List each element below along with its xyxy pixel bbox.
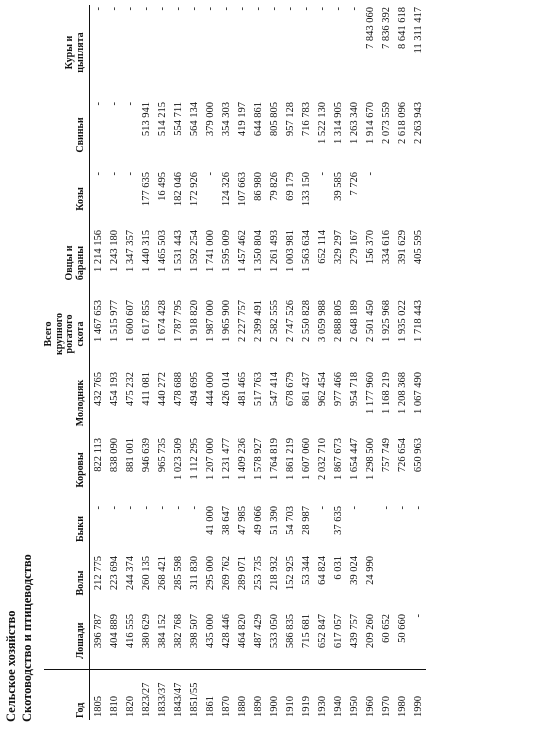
- table-row: [378, 5, 394, 720]
- value-cell: -: [172, 7, 184, 11]
- value-cell: 1 867 673: [332, 438, 344, 480]
- value-cell: 285 598: [172, 556, 184, 591]
- value-cell: -: [220, 7, 232, 11]
- value-cell: 289 071: [236, 556, 248, 591]
- value-cell: 6 031: [332, 556, 344, 580]
- value-cell: 1 987 000: [204, 300, 216, 342]
- value-cell: 51 390: [268, 506, 280, 535]
- year-cell: 1930: [314, 670, 330, 720]
- year-cell: 1960: [362, 670, 378, 720]
- value-cell: 838 090: [108, 438, 120, 473]
- table-row: [330, 5, 346, 720]
- column-header-line: Волы: [74, 570, 86, 596]
- value-cell: 64 824: [316, 556, 328, 585]
- column-header: [44, 170, 90, 228]
- value-cell: 41 000: [204, 506, 216, 535]
- value-cell: 954 718: [348, 372, 360, 407]
- value-cell: 382 768: [172, 614, 184, 649]
- value-cell: 644 861: [252, 102, 264, 137]
- table-row: [218, 5, 234, 720]
- table-row: [106, 5, 122, 720]
- table-body: [90, 5, 427, 720]
- value-cell: -: [172, 506, 184, 510]
- value-cell: 244 374: [124, 556, 136, 591]
- year-cell: 1805: [90, 670, 107, 720]
- value-cell: 513 941: [140, 102, 152, 137]
- column-header-line: Овцы и: [64, 245, 75, 281]
- column-header-line: Молодняк: [74, 379, 86, 427]
- value-cell: 1 298 500: [364, 438, 376, 480]
- value-cell: 152 925: [284, 556, 296, 591]
- column-header: [44, 370, 90, 436]
- value-cell: 1 440 315: [140, 230, 152, 272]
- value-cell: 1 515 977: [108, 300, 120, 342]
- value-cell: -: [124, 102, 136, 106]
- value-cell: -: [92, 7, 104, 11]
- year-cell: 1890: [250, 670, 266, 720]
- value-cell: 652 847: [316, 614, 328, 649]
- livestock-table: [44, 5, 426, 720]
- value-cell: 69 179: [284, 172, 296, 201]
- value-cell: 1 208 368: [396, 372, 408, 414]
- value-cell: 1 214 156: [92, 230, 104, 272]
- value-cell: 260 135: [140, 556, 152, 591]
- value-cell: 268 421: [156, 556, 168, 591]
- value-cell: 2 550 828: [300, 300, 312, 342]
- value-cell: 554 711: [172, 102, 184, 136]
- value-cell: [394, 554, 410, 612]
- value-cell: 946 639: [140, 438, 152, 473]
- value-cell: 514 215: [156, 102, 168, 137]
- value-cell: 7 836 392: [380, 7, 392, 49]
- value-cell: 212 775: [92, 556, 104, 591]
- value-cell: 2 399 491: [252, 300, 264, 342]
- value-cell: 1 600 607: [124, 300, 136, 342]
- value-cell: 107 663: [236, 172, 248, 207]
- value-cell: 405 595: [412, 230, 424, 265]
- value-cell: 311 830: [188, 556, 200, 590]
- table-row: [362, 5, 378, 720]
- value-cell: 547 414: [268, 372, 280, 407]
- column-header-line: Козы: [74, 187, 86, 211]
- column-header: [44, 228, 90, 298]
- table-row: [298, 5, 314, 720]
- value-cell: -: [204, 172, 216, 176]
- column-header: [44, 436, 90, 504]
- value-cell: 716 783: [300, 102, 312, 137]
- value-cell: 426 014: [220, 372, 232, 407]
- value-cell: 391 629: [396, 230, 408, 265]
- value-cell: 39 585: [332, 172, 344, 201]
- section-subtitle: Скотоводство и птицеводство: [20, 554, 34, 722]
- column-header-line: цыплята: [74, 32, 86, 73]
- column-header: [44, 504, 90, 554]
- value-cell: -: [316, 172, 328, 176]
- value-cell: 440 272: [156, 372, 168, 407]
- value-cell: [378, 170, 394, 228]
- value-cell: 2 263 943: [412, 102, 424, 144]
- value-cell: 156 370: [364, 230, 376, 265]
- value-cell: 37 635: [332, 506, 344, 535]
- value-cell: -: [188, 506, 200, 510]
- value-cell: 47 985: [236, 506, 248, 535]
- value-cell: 279 167: [348, 230, 360, 265]
- value-cell: 1 741 000: [204, 230, 216, 272]
- table-row: [410, 5, 426, 720]
- column-header-line: Год: [74, 702, 86, 718]
- value-cell: 435 000: [204, 614, 216, 649]
- section-title: Сельское хозяйство: [4, 610, 18, 722]
- value-cell: -: [108, 7, 120, 11]
- value-cell: 253 735: [252, 556, 264, 591]
- value-cell: -: [236, 7, 248, 11]
- value-cell: 218 932: [268, 556, 280, 591]
- value-cell: 1 023 509: [172, 438, 184, 480]
- value-cell: 494 695: [188, 372, 200, 407]
- value-cell: 475 232: [124, 372, 136, 407]
- value-cell: -: [92, 172, 104, 176]
- value-cell: -: [316, 506, 328, 510]
- value-cell: 1 261 493: [268, 230, 280, 272]
- value-cell: -: [140, 7, 152, 11]
- value-cell: 1 592 254: [188, 230, 200, 272]
- year-cell: 1950: [346, 670, 362, 720]
- year-cell: 1861: [202, 670, 218, 720]
- value-cell: 454 193: [108, 372, 120, 407]
- value-cell: 1 617 855: [140, 300, 152, 342]
- value-cell: 1 465 503: [156, 230, 168, 272]
- column-header-line: Лошади: [74, 622, 86, 659]
- value-cell: 1 914 670: [364, 102, 376, 144]
- value-cell: 2 888 805: [332, 300, 344, 342]
- value-cell: 1 314 905: [332, 102, 344, 144]
- value-cell: 354 303: [220, 102, 232, 137]
- value-cell: 861 437: [300, 372, 312, 407]
- value-cell: 478 688: [172, 372, 184, 407]
- table-row: [282, 5, 298, 720]
- value-cell: 7 843 060: [364, 7, 376, 49]
- value-cell: 1 861 219: [284, 438, 296, 480]
- value-cell: -: [156, 7, 168, 11]
- value-cell: 2 747 526: [284, 300, 296, 342]
- column-header: [44, 5, 90, 100]
- table-row: [170, 5, 186, 720]
- value-cell: 124 326: [220, 172, 232, 207]
- value-cell: 28 987: [300, 506, 312, 535]
- value-cell: 1 654 447: [348, 438, 360, 480]
- value-cell: 726 654: [396, 438, 408, 473]
- value-cell: 1 112 295: [188, 438, 200, 480]
- value-cell: 182 046: [172, 172, 184, 207]
- value-cell: 2 501 450: [364, 300, 376, 342]
- column-header-line: Куры и: [64, 35, 75, 70]
- value-cell: -: [124, 7, 136, 11]
- table-row: [234, 5, 250, 720]
- value-cell: 1 243 180: [108, 230, 120, 272]
- year-cell: 1990: [410, 670, 426, 720]
- value-cell: 38 647: [220, 506, 232, 535]
- value-cell: 564 134: [188, 102, 200, 137]
- value-cell: [378, 554, 394, 612]
- value-cell: 53 344: [300, 556, 312, 585]
- table-row: [90, 5, 107, 720]
- value-cell: 269 762: [220, 556, 232, 591]
- value-cell: 2 618 096: [396, 102, 408, 144]
- value-cell: 650 963: [412, 438, 424, 473]
- value-cell: -: [188, 7, 200, 11]
- value-cell: 962 454: [316, 372, 328, 407]
- value-cell: 334 616: [380, 230, 392, 265]
- value-cell: 1 718 443: [412, 300, 424, 342]
- value-cell: 2 648 189: [348, 300, 360, 342]
- value-cell: -: [332, 7, 344, 11]
- table-row: [266, 5, 282, 720]
- value-cell: 1 925 968: [380, 300, 392, 342]
- value-cell: 329 297: [332, 230, 344, 265]
- table-row: [186, 5, 202, 720]
- value-cell: 481 465: [236, 372, 248, 407]
- year-cell: 1833/37: [154, 670, 170, 720]
- year-cell: 1820: [122, 670, 138, 720]
- value-cell: 1 935 022: [396, 300, 408, 342]
- value-cell: -: [396, 506, 408, 510]
- year-cell: 1880: [234, 670, 250, 720]
- value-cell: 715 681: [300, 614, 312, 649]
- column-header: [44, 298, 90, 370]
- year-cell: 1870: [218, 670, 234, 720]
- value-cell: 1 347 357: [124, 230, 136, 272]
- value-cell: 384 152: [156, 614, 168, 649]
- column-header: [44, 612, 90, 670]
- value-cell: -: [92, 102, 104, 106]
- value-cell: 1 263 340: [348, 102, 360, 144]
- value-cell: 54 703: [284, 506, 296, 535]
- value-cell: 487 429: [252, 614, 264, 649]
- value-cell: 822 113: [92, 438, 104, 472]
- value-cell: 295 000: [204, 556, 216, 591]
- value-cell: 1 531 443: [172, 230, 184, 272]
- value-cell: 2 582 555: [268, 300, 280, 342]
- value-cell: 8 641 618: [396, 7, 408, 49]
- value-cell: [394, 170, 410, 228]
- value-cell: -: [108, 172, 120, 176]
- value-cell: -: [108, 506, 120, 510]
- table-header-row: [44, 5, 90, 720]
- value-cell: 416 555: [124, 614, 136, 649]
- year-cell: 1940: [330, 670, 346, 720]
- value-cell: 133 150: [300, 172, 312, 207]
- value-cell: 2 073 559: [380, 102, 392, 144]
- table-row: [138, 5, 154, 720]
- value-cell: 464 820: [236, 614, 248, 649]
- value-cell: 1 457 462: [236, 230, 248, 272]
- value-cell: 404 889: [108, 614, 120, 649]
- value-cell: 1 177 960: [364, 372, 376, 414]
- value-cell: 86 980: [252, 172, 264, 201]
- value-cell: 1 003 981: [284, 230, 296, 272]
- column-header: [44, 670, 90, 720]
- year-cell: 1910: [282, 670, 298, 720]
- value-cell: 678 679: [284, 372, 296, 407]
- value-cell: 379 000: [204, 102, 216, 137]
- value-cell: 1 067 490: [412, 372, 424, 414]
- value-cell: 3 059 988: [316, 300, 328, 342]
- year-cell: 1970: [378, 670, 394, 720]
- value-cell: 444 000: [204, 372, 216, 407]
- value-cell: 419 197: [236, 102, 248, 137]
- value-cell: -: [300, 7, 312, 11]
- value-cell: 60 652: [380, 614, 392, 643]
- table-row: [202, 5, 218, 720]
- value-cell: 209 260: [364, 614, 376, 649]
- value-cell: 380 629: [140, 614, 152, 649]
- table-row: [346, 5, 362, 720]
- value-cell: 79 826: [268, 172, 280, 201]
- value-cell: 1 965 900: [220, 300, 232, 342]
- value-cell: -: [284, 7, 296, 11]
- value-cell: -: [316, 7, 328, 11]
- column-header-line: бараны: [74, 245, 86, 281]
- value-cell: [410, 554, 426, 612]
- value-cell: 49 066: [252, 506, 264, 535]
- table-row: [122, 5, 138, 720]
- value-cell: -: [124, 172, 136, 176]
- value-cell: 1 764 819: [268, 438, 280, 480]
- value-cell: -: [156, 506, 168, 510]
- column-header-line: Быки: [74, 516, 86, 542]
- value-cell: 1 350 804: [252, 230, 264, 272]
- value-cell: 965 735: [156, 438, 168, 473]
- value-cell: 2 032 710: [316, 438, 328, 480]
- value-cell: 2 227 757: [236, 300, 248, 342]
- column-header-line: скота: [74, 321, 86, 347]
- table-row: [394, 5, 410, 720]
- column-header: [44, 554, 90, 612]
- value-cell: 432 765: [92, 372, 104, 407]
- value-cell: 172 926: [188, 172, 200, 207]
- column-header-line: крупного: [53, 313, 65, 356]
- value-cell: 652 114: [316, 230, 328, 264]
- value-cell: 1 607 060: [300, 438, 312, 480]
- column-header-line: Свиньи: [74, 117, 86, 153]
- value-cell: 398 507: [188, 614, 200, 649]
- value-cell: 1 595 009: [220, 230, 232, 272]
- value-cell: 805 805: [268, 102, 280, 137]
- year-cell: 1851/55: [186, 670, 202, 720]
- value-cell: -: [364, 172, 376, 176]
- value-cell: 11 311 417: [412, 7, 424, 54]
- table-row: [154, 5, 170, 720]
- value-cell: 1 578 927: [252, 438, 264, 480]
- table-row: [314, 5, 330, 720]
- value-cell: 957 128: [284, 102, 296, 137]
- column-header-line: Коровы: [74, 452, 86, 488]
- value-cell: -: [204, 7, 216, 11]
- value-cell: 977 466: [332, 372, 344, 407]
- value-cell: 1 467 653: [92, 300, 104, 342]
- value-cell: -: [108, 102, 120, 106]
- value-cell: 24 990: [364, 556, 376, 585]
- value-cell: [362, 504, 378, 554]
- value-cell: 757 749: [380, 438, 392, 473]
- value-cell: -: [348, 7, 360, 11]
- value-cell: 7 726: [348, 172, 360, 196]
- column-header: [44, 100, 90, 170]
- column-header-line: рогатого: [64, 314, 75, 354]
- year-cell: 1900: [266, 670, 282, 720]
- value-cell: 1 409 236: [236, 438, 248, 480]
- year-cell: 1823/27: [138, 670, 154, 720]
- value-cell: 39 024: [348, 556, 360, 585]
- value-cell: 1 787 795: [172, 300, 184, 342]
- value-cell: 1 207 000: [204, 438, 216, 480]
- value-cell: 411 081: [140, 372, 152, 406]
- value-cell: 50 660: [396, 614, 408, 643]
- table-row: [250, 5, 266, 720]
- value-cell: [410, 170, 426, 228]
- value-cell: -: [412, 506, 424, 510]
- value-cell: 1 522 130: [316, 102, 328, 144]
- value-cell: 439 757: [348, 614, 360, 649]
- value-cell: -: [380, 506, 392, 510]
- year-cell: 1980: [394, 670, 410, 720]
- value-cell: 1 168 219: [380, 372, 392, 414]
- value-cell: 1 674 428: [156, 300, 168, 342]
- value-cell: -: [412, 614, 424, 618]
- value-cell: 1 918 820: [188, 300, 200, 342]
- value-cell: -: [348, 506, 360, 510]
- year-cell: 1810: [106, 670, 122, 720]
- value-cell: -: [268, 7, 280, 11]
- year-cell: 1843/47: [170, 670, 186, 720]
- value-cell: -: [252, 7, 264, 11]
- value-cell: 428 446: [220, 614, 232, 649]
- column-header-line: Всего: [43, 321, 54, 347]
- value-cell: 586 835: [284, 614, 296, 649]
- value-cell: -: [124, 506, 136, 510]
- value-cell: -: [140, 506, 152, 510]
- value-cell: 1 563 634: [300, 230, 312, 272]
- value-cell: 617 057: [332, 614, 344, 649]
- value-cell: 1 231 477: [220, 438, 232, 480]
- value-cell: 396 787: [92, 614, 104, 649]
- value-cell: 223 694: [108, 556, 120, 591]
- value-cell: 177 635: [140, 172, 152, 207]
- value-cell: 533 050: [268, 614, 280, 649]
- value-cell: 16 495: [156, 172, 168, 201]
- value-cell: 517 763: [252, 372, 264, 407]
- value-cell: -: [92, 506, 104, 510]
- value-cell: 881 001: [124, 438, 136, 473]
- year-cell: 1919: [298, 670, 314, 720]
